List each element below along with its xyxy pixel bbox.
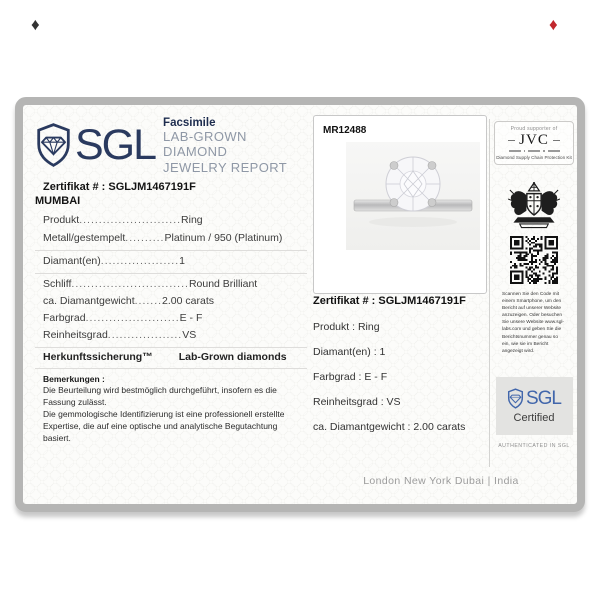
left-panel (35, 116, 307, 445)
origin-value: Lab-Grown diamonds (178, 351, 287, 364)
jvc-kit-text: Diamond Supply Chain Protection Kit (496, 154, 572, 160)
certified-label: Certified (513, 412, 555, 425)
right-panel (494, 121, 574, 449)
qr-code (510, 236, 558, 284)
certificate-number: Zertifikat # : SGLJM1467191F (313, 295, 466, 307)
divider (35, 368, 307, 369)
middle-panel (313, 295, 503, 434)
remark-line: Die gemmologische Identifizierung ist eine professionell erstellte (43, 409, 285, 420)
facsimile-label: Facsimile (163, 116, 216, 129)
lab-locations: London New York Dubai | India (363, 475, 519, 487)
remark-line: Die Beurteilung wird bestmöglich durchgeführt, insofern es die (43, 385, 277, 396)
sgl-shield-icon (35, 122, 72, 168)
jvc-tagline (496, 150, 572, 152)
sgl-shield-icon (507, 388, 524, 409)
remark-line: Expertise, die auf eine optische und analytische Begutachtung (43, 420, 278, 431)
report-title-line1: LAB-GROWN DIAMOND (163, 128, 247, 160)
qr-caption: Scannen Sie den Code mit einem Smartphone, um den Bericht auf unserer Website anzuzeigen. Oder besuchen Sie unsere Website www.sgl-labs.com und geben Sie die Berichtsnummer genau so ein, wie sie im Bericht angezeigt wird. (502, 291, 565, 354)
jvc-supporter-text: Proud supporter of (510, 126, 558, 132)
certificate-card (15, 97, 585, 512)
spec-row-farbgrad: Farbgrad........................E - F (43, 312, 203, 324)
spec-row-diamanten: Diamant(en)....................1 (43, 254, 185, 267)
coat-of-arms-icon (507, 182, 561, 232)
origin-row (35, 351, 307, 363)
authenticated-text: AUTHENTICATED IN SGL (498, 443, 570, 450)
spec-row-gewicht: ca. Diamantgewicht.......2.00 carats (43, 294, 214, 307)
red-diamond-icon: ♦ (31, 15, 40, 34)
remarks-section (35, 374, 307, 445)
remark-line: basiert. (43, 432, 71, 443)
dash-decoration (508, 140, 515, 141)
certificate-number: Zertifikat # : SGLJM1467191F (43, 181, 196, 193)
origin-label: Herkunftssicherung™ (43, 351, 153, 364)
column-divider (489, 119, 490, 467)
dash-decoration (553, 140, 560, 141)
mid-row-farbgrad: Farbgrad : E - F (313, 370, 388, 383)
spec-row-schliff: Schliff..............................Round Brilliant (43, 277, 258, 290)
red-diamond-icon: ♦ (549, 15, 558, 34)
divider (35, 250, 307, 251)
badge-logo-text: SGL (525, 388, 562, 410)
spec-row-produkt: Produkt..........................Ring (43, 214, 203, 227)
divider (35, 273, 307, 274)
ring-illustration (346, 142, 480, 250)
sgl-certified-badge (496, 377, 573, 435)
jvc-supporter-box (494, 121, 574, 165)
report-title-line2: JEWELRY REPORT (163, 159, 288, 175)
report-title (163, 115, 307, 176)
spec-row-reinheitsgrad: Reinheitsgrad...................VS (43, 329, 197, 342)
mid-row-reinheitsgrad: Reinheitsgrad : VS (313, 395, 401, 408)
item-photo-frame (313, 115, 487, 294)
remarks-title: Bemerkungen : (43, 374, 105, 385)
mid-row-gewicht: ca. Diamantgewicht : 2.00 carats (313, 421, 466, 434)
lab-city: MUMBAI (35, 195, 81, 208)
mid-row-diamanten: Diamant(en) : 1 (313, 345, 386, 358)
jvc-logo-text: JVC (519, 132, 549, 148)
divider (35, 347, 307, 348)
remark-line: Fassung zulässt. (43, 397, 107, 408)
sgl-logo-text: SGL (75, 120, 156, 169)
spec-row-metall: Metall/gestempelt..........Platinum / 950 (Platinum) (43, 231, 283, 244)
ring-photo (346, 142, 480, 250)
sgl-logo (35, 116, 307, 175)
photo-reference-number: MR12488 (323, 125, 367, 136)
mid-row-produkt: Produkt : Ring (313, 320, 380, 333)
